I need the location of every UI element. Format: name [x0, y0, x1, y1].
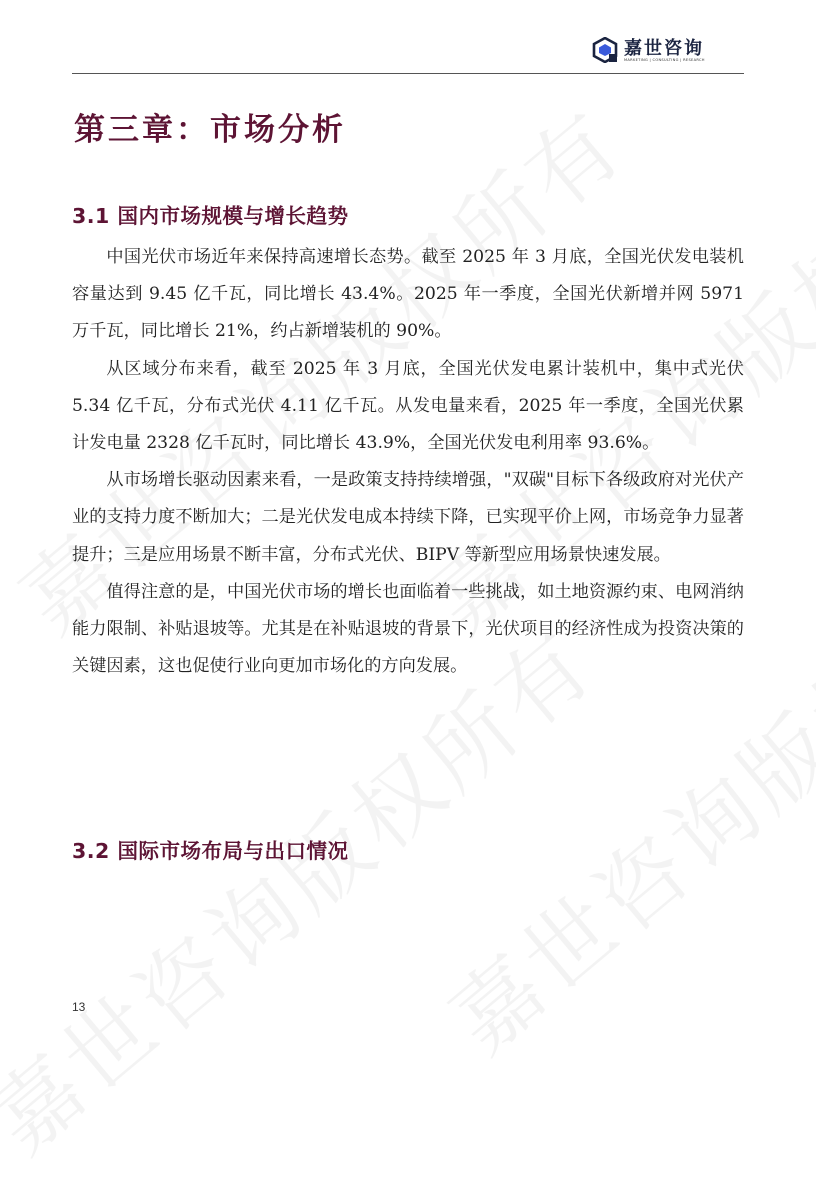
logo-tagline: MARKETING | CONSULTING | RESEARCH [624, 58, 705, 62]
chapter-title: 第三章：市场分析 [74, 112, 346, 148]
page-number: 13 [72, 1000, 86, 1014]
paragraph: 值得注意的是，中国光伏市场的增长也面临着一些挑战，如土地资源约束、电网消纳能力限制、补贴退坡等。尤其是在补贴退坡的背景下，光伏项目的经济性成为投资决策的关键因素，这也促使行业向更加市场化的方向发展。 [72, 581, 744, 677]
paragraph: 从市场增长驱动因素来看，一是政策支持持续增强，"双碳"目标下各级政府对光伏产业的支持力度不断加大；二是光伏发电成本持续下降，已实现平价上网，市场竞争力显著提升；三是应用场景不断丰富，分布式光伏、BIPV 等新型应用场景快速发展。 [72, 470, 744, 565]
company-logo [624, 34, 742, 66]
logo-name: 嘉世咨询 [624, 38, 704, 59]
page-header [72, 0, 744, 74]
section-title: 3.2 国际市场布局与出口情况 [72, 839, 349, 863]
logo-mark-icon [592, 37, 618, 63]
section-title: 3.1 国内市场规模与增长趋势 [72, 204, 349, 228]
section-body [72, 239, 744, 685]
paragraph: 中国光伏市场近年来保持高速增长态势。截至 2025 年 3 月底，全国光伏发电装机容量达到 9.45 亿千瓦，同比增长 43.4%。2025 年一季度，全国光伏新增并网 5971 万千瓦，同比增长 21%，约占新增装机的 90%。 [72, 247, 744, 342]
paragraph: 从区域分布来看，截至 2025 年 3 月底，全国光伏发电累计装机中，集中式光伏 5.34 亿千瓦，分布式光伏 4.11 亿千瓦。从发电量来看，2025 年一季度，全国光伏累计发电量 2328 亿千瓦时，同比增长 43.9%，全国光伏发电利用率 93.6%。 [72, 358, 744, 454]
